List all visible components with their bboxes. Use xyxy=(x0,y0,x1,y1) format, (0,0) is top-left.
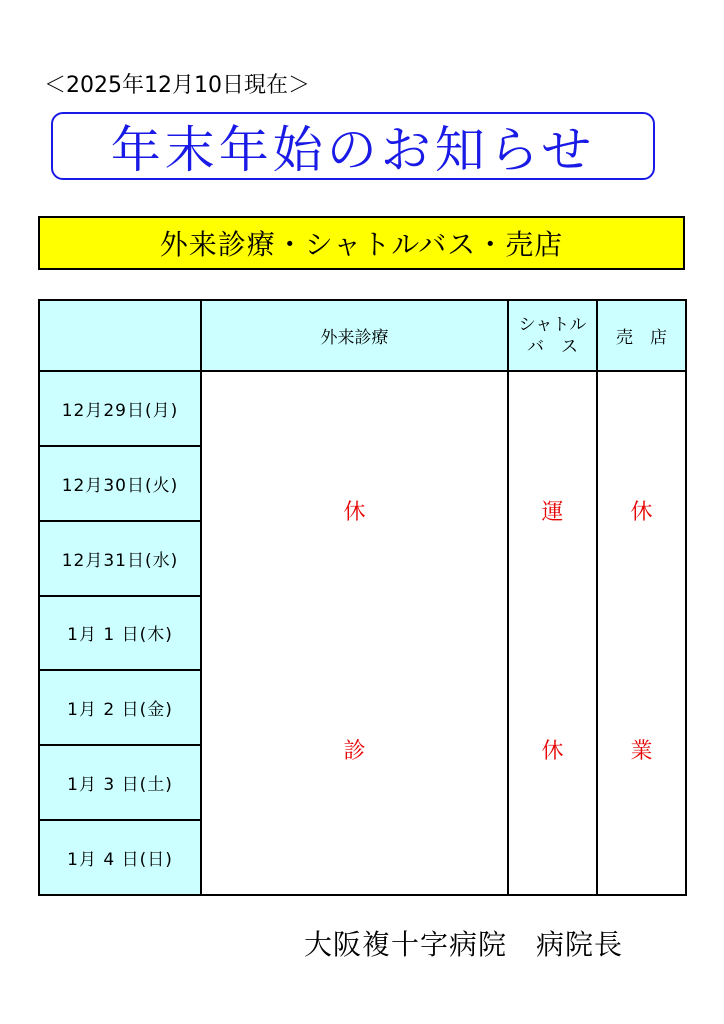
outpatient-period1: 休 xyxy=(343,499,366,525)
shop-period2: 業 xyxy=(630,739,653,764)
shop-period1: 休 xyxy=(630,499,653,525)
shop-status xyxy=(597,371,686,895)
outpatient-status xyxy=(201,371,508,895)
schedule-table xyxy=(38,299,687,896)
date-cell: 1月 4 日(日) xyxy=(39,820,201,895)
header-shuttle xyxy=(508,300,597,371)
outpatient-period2: 診 xyxy=(343,739,366,764)
page-title: 年末年始のお知らせ xyxy=(110,121,596,179)
header-shuttle-line1: シャトル xyxy=(518,314,587,335)
subtitle-text: 外来診療・シャトルバス・売店 xyxy=(159,228,564,261)
date-cell: 12月30日(火) xyxy=(39,446,201,521)
as-of-date: ＜2025年12月10日現在＞ xyxy=(44,73,310,98)
header-outpatient: 外来診療 xyxy=(201,300,508,371)
header-row xyxy=(39,300,686,371)
date-cell: 1月 3 日(土) xyxy=(39,745,201,820)
table-row xyxy=(39,371,686,446)
date-cell: 12月31日(水) xyxy=(39,521,201,596)
shuttle-period1: 運 xyxy=(541,499,564,525)
shuttle-period2: 休 xyxy=(541,739,564,764)
header-shuttle-line2: バ ス xyxy=(527,336,578,357)
header-date xyxy=(39,300,201,371)
date-cell: 1月 2 日(金) xyxy=(39,670,201,745)
shuttle-status xyxy=(508,371,597,895)
title-box xyxy=(51,112,655,180)
date-cell: 1月 1 日(木) xyxy=(39,596,201,671)
signature: 大阪複十字病院 病院長 xyxy=(304,928,624,961)
header-shop: 売 店 xyxy=(597,300,686,371)
subtitle-banner xyxy=(38,216,685,270)
date-cell: 12月29日(月) xyxy=(39,371,201,446)
